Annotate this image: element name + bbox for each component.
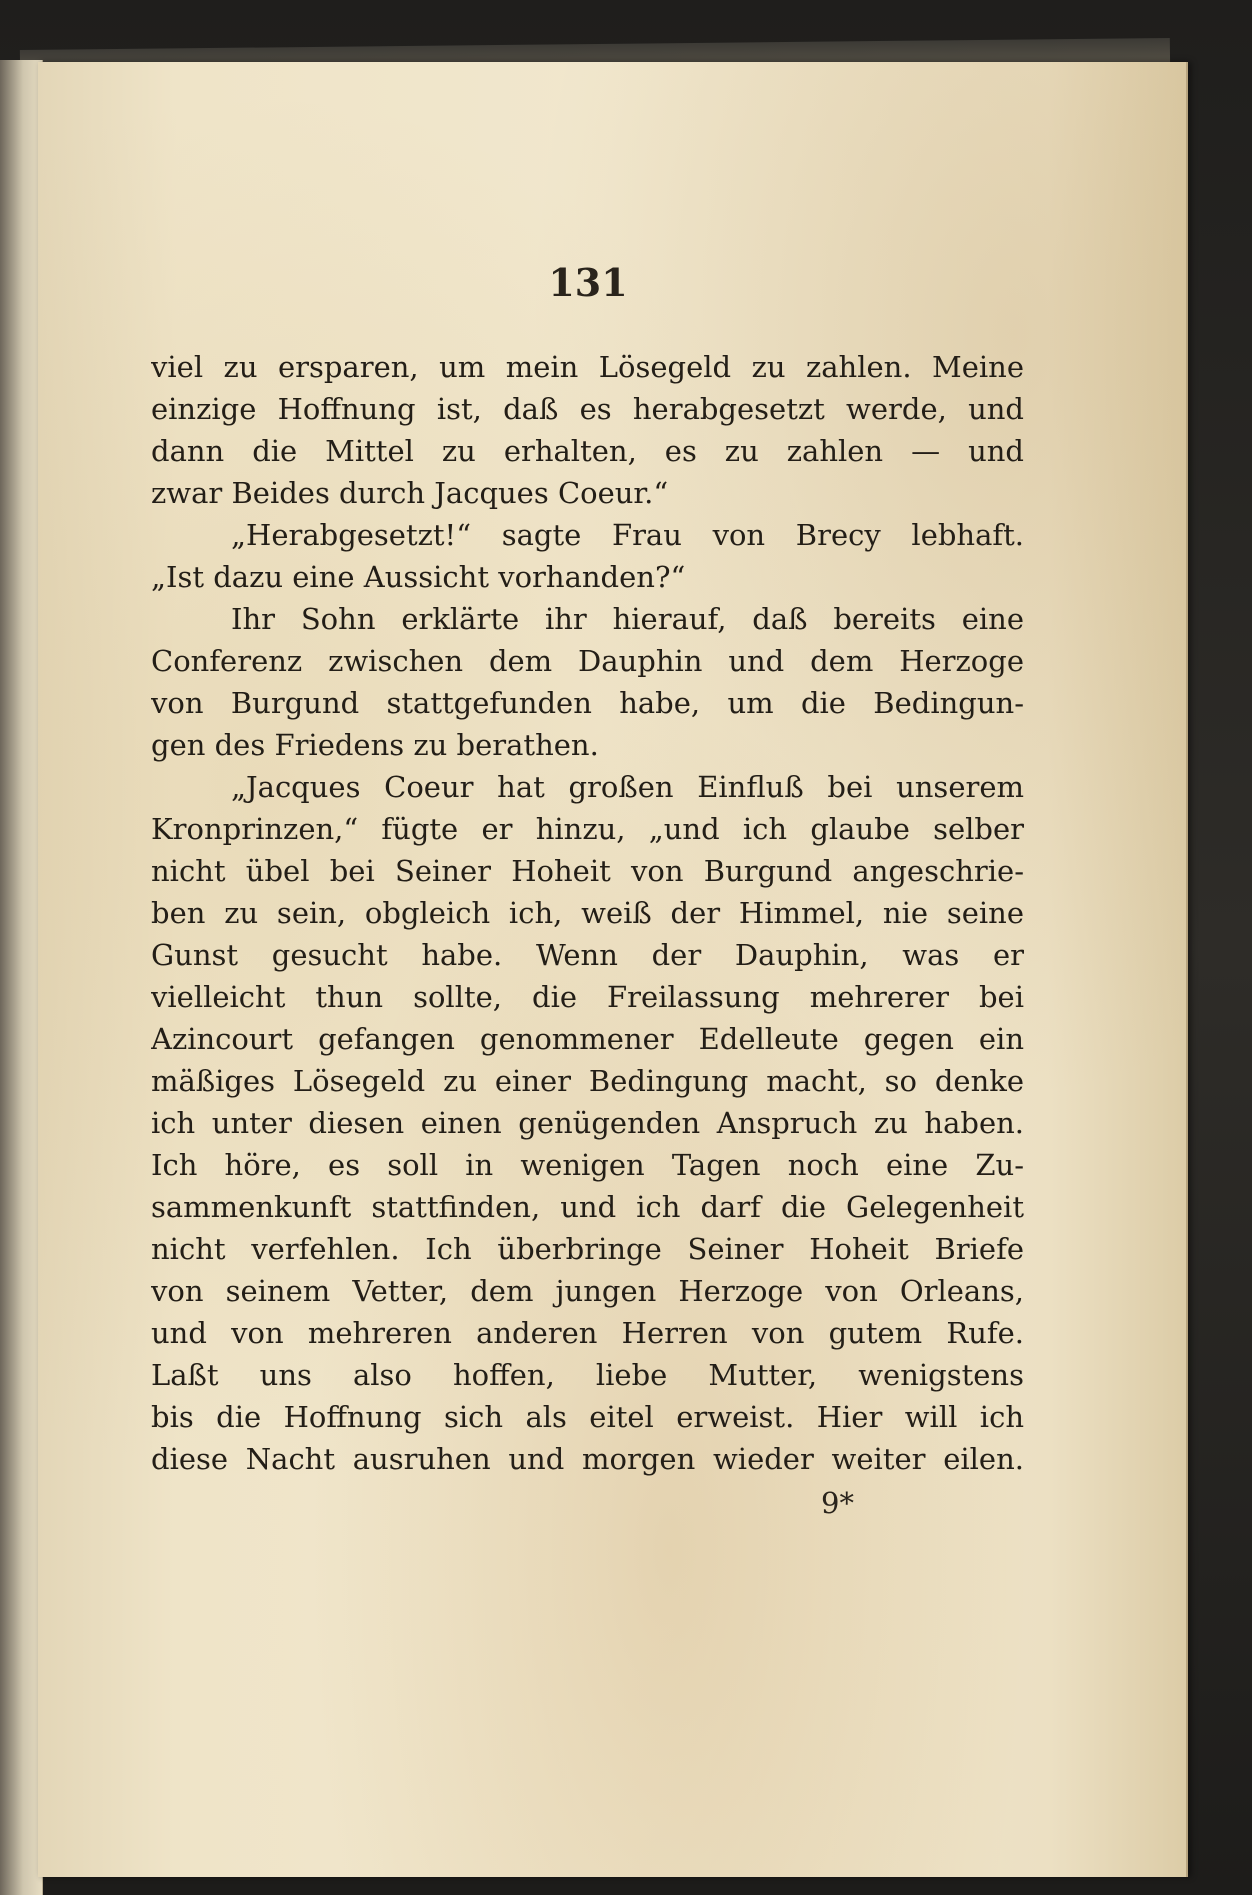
text-line: mäßiges Lösegeld zu einer Bedingung macht, so denke	[151, 1064, 1024, 1098]
text-line: Gunst gesucht habe. Wenn der Dauphin, was er	[151, 938, 1024, 972]
text-line: dann die Mittel zu erhalten, es zu zahlen — und	[151, 434, 1024, 468]
text-line: „Jacques Coeur hat großen Einfluß bei unserem	[231, 770, 1024, 804]
text-line: ich unter diesen einen genügenden Anspruch zu haben.	[151, 1106, 1024, 1140]
left-page-edge	[0, 60, 43, 1895]
text-line: sammenkunft stattfinden, und ich darf die Gelegenheit	[151, 1190, 1024, 1224]
text-line: Kronprinzen,“ fügte er hinzu, „und ich glaube selber	[151, 812, 1024, 846]
text-line: Ihr Sohn erklärte ihr hierauf, daß bereits eine	[231, 602, 1024, 636]
text-line: Conferenz zwischen dem Dauphin und dem Herzoge	[151, 644, 1024, 678]
book-page	[38, 62, 1188, 1877]
text-line: diese Nacht ausruhen und morgen wieder weiter eilen.	[151, 1442, 1024, 1476]
text-line: von seinem Vetter, dem jungen Herzoge von Orleans,	[151, 1274, 1024, 1308]
text-line: Azincourt gefangen genommener Edelleute gegen ein	[151, 1022, 1024, 1056]
text-line: vielleicht thun sollte, die Freilassung mehrerer bei	[151, 980, 1024, 1014]
text-line: zwar Beides durch Jacques Coeur.“	[151, 476, 669, 510]
text-line: von Burgund stattgefunden habe, um die Bedingun-	[151, 686, 1024, 720]
text-line: nicht verfehlen. Ich überbringe Seiner Hoheit Briefe	[151, 1232, 1024, 1266]
text-line: einzige Hoffnung ist, daß es herabgesetzt werde, und	[151, 392, 1024, 426]
text-line: „Herabgesetzt!“ sagte Frau von Brecy lebhaft.	[231, 518, 1024, 552]
text-line: viel zu ersparen, um mein Lösegeld zu zahlen. Meine	[151, 350, 1024, 384]
text-line: Ich höre, es soll in wenigen Tagen noch eine Zu-	[151, 1148, 1024, 1182]
page-number: 131	[548, 260, 628, 305]
text-line: und von mehreren anderen Herren von gutem Rufe.	[151, 1316, 1024, 1350]
text-line: nicht übel bei Seiner Hoheit von Burgund angeschrie-	[151, 854, 1024, 888]
signature-mark: 9*	[821, 1486, 854, 1520]
text-line: ben zu sein, obgleich ich, weiß der Himmel, nie seine	[151, 896, 1024, 930]
body-text	[151, 346, 1024, 1480]
text-line: „Ist dazu eine Aussicht vorhanden?“	[151, 560, 686, 594]
text-line: Laßt uns also hoffen, liebe Mutter, wenigstens	[151, 1358, 1024, 1392]
text-line: bis die Hoffnung sich als eitel erweist. Hier will ich	[151, 1400, 1024, 1434]
text-line: gen des Friedens zu berathen.	[151, 728, 599, 762]
